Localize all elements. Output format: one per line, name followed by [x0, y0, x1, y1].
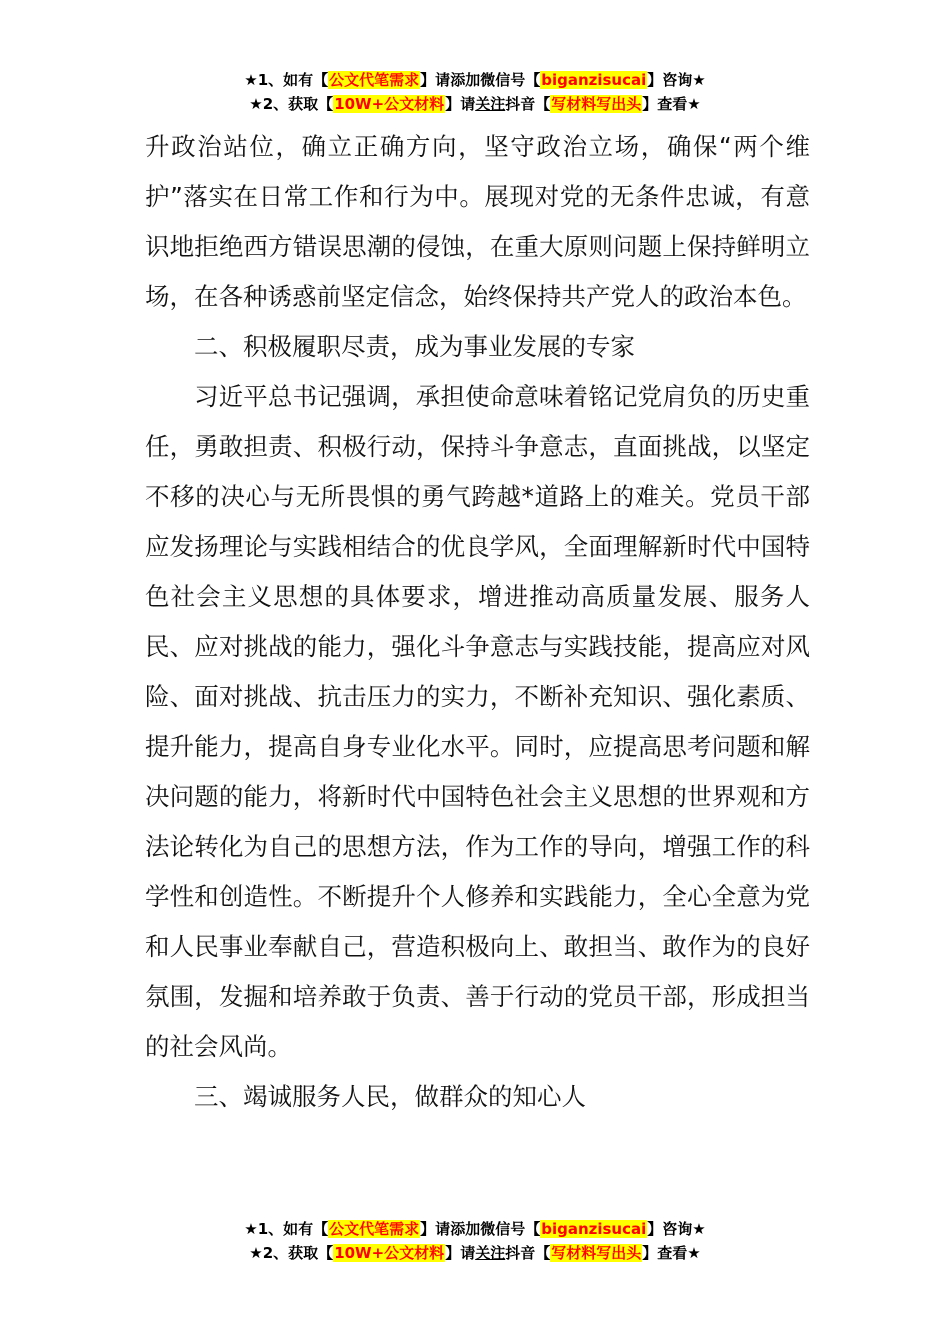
header-promo-banner: [0, 68, 950, 116]
promo-text: 】请: [445, 1244, 476, 1262]
promo-line-1: [0, 68, 950, 92]
promo-emphasis: 关注: [475, 1244, 506, 1262]
promo-emphasis: 添加: [450, 1220, 481, 1238]
document-body: [145, 122, 810, 1122]
promo-line-2: [0, 92, 950, 116]
promo-text: 】请: [420, 1220, 451, 1238]
promo-line-1: [0, 1217, 950, 1241]
promo-text: ★2、获取【: [249, 1244, 334, 1262]
promo-text: ★1、如有【: [244, 71, 329, 89]
promo-douyin-id: 写材料写出头: [551, 1244, 642, 1262]
promo-highlight: 公文代笔需求: [329, 1220, 420, 1238]
paragraph-body: 习近平总书记强调，承担使命意味着铭记党肩负的历史重任，勇敢担责、积极行动，保持斗争意志，直面挑战，以坚定不移的决心与无所畏惧的勇气跨越*道路上的难关。党员干部应发扬理论与实践相结合的优良学风，全面理解新时代中国特色社会主义思想的具体要求，增进推动高质量发展、服务人民、应对挑战的能力，强化斗争意志与实践技能，提高应对风险、面对挑战、抗击压力的实力，不断补充知识、强化素质、提升能力，提高自身专业化水平。同时，应提高思考问题和解决问题的能力，将新时代中国特色社会主义思想的世界观和方法论转化为自己的思想方法，作为工作的导向，增强工作的科学性和创造性。不断提升个人修养和实践能力，全心全意为党和人民事业奉献自己，营造积极向上、敢担当、敢作为的良好氛围，发掘和培养敢于负责、善于行动的党员干部，形成担当的社会风尚。: [145, 382, 810, 1061]
promo-text: 】请: [420, 71, 451, 89]
promo-highlight: 公文代笔需求: [329, 71, 420, 89]
footer-promo-banner: [0, 1217, 950, 1265]
promo-highlight: 10W+公文材料: [334, 95, 445, 113]
promo-text: 微信号【: [480, 1220, 541, 1238]
promo-line-2: [0, 1241, 950, 1265]
promo-wechat-id: biganzisucai: [541, 1220, 647, 1238]
promo-wechat-id: biganzisucai: [541, 71, 647, 89]
promo-emphasis: 关注: [475, 95, 506, 113]
promo-highlight: 10W+公文材料: [334, 1244, 445, 1262]
promo-text: 】查看★: [642, 95, 701, 113]
promo-text: 微信号【: [480, 71, 541, 89]
promo-text: 】咨询★: [647, 71, 706, 89]
section-heading-3: 三、竭诚服务人民，做群众的知心人: [194, 1082, 586, 1111]
promo-text: 抖音【: [505, 95, 551, 113]
paragraph-continued: 升政治站位，确立正确方向，坚守政治立场，确保“两个维护”落实在日常工作和行为中。展现对党的无条件忠诚，有意识地拒绝西方错误思潮的侵蚀，在重大原则问题上保持鲜明立场，在各种诱惑前坚定信念，始终保持共产党人的政治本色。: [145, 132, 810, 311]
promo-douyin-id: 写材料写出头: [551, 95, 642, 113]
promo-text: 抖音【: [505, 1244, 551, 1262]
promo-text: ★1、如有【: [244, 1220, 329, 1238]
section-heading-2: 二、积极履职尽责，成为事业发展的专家: [194, 332, 635, 361]
promo-emphasis: 添加: [450, 71, 481, 89]
promo-text: 】咨询★: [647, 1220, 706, 1238]
promo-text: 】查看★: [642, 1244, 701, 1262]
promo-text: 】请: [445, 95, 476, 113]
promo-text: ★2、获取【: [249, 95, 334, 113]
